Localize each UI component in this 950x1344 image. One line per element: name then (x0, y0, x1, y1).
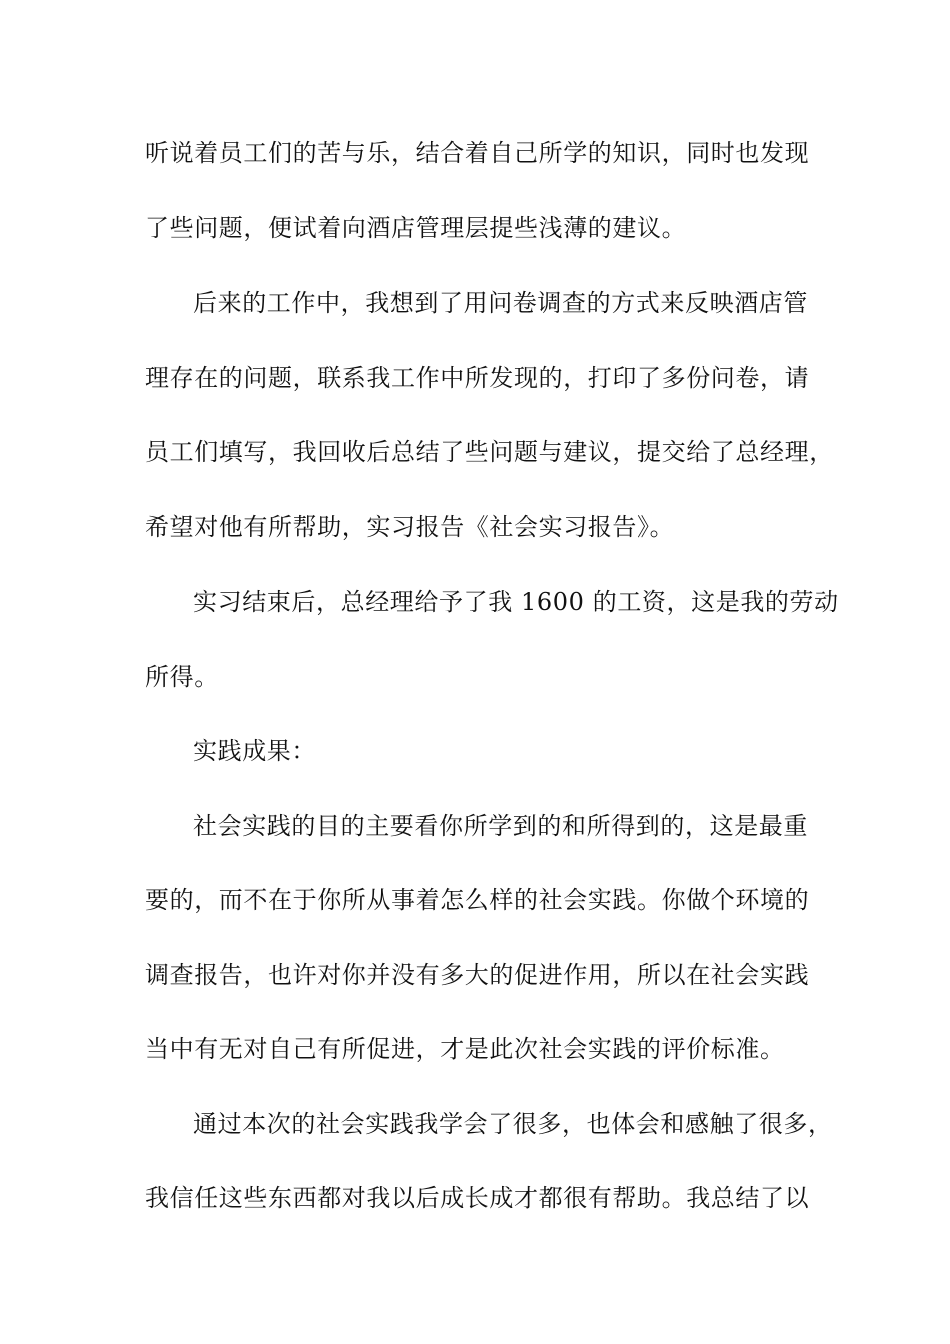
paragraph-start: 社会实践的目的主要看你所学到的和所得到的，这是最重 (193, 812, 808, 840)
text-line: 所得。 (145, 663, 219, 691)
text-line: 希望对他有所帮助，实习报告《社会实习报告》。 (145, 513, 675, 541)
text-line: 听说着员工们的苦与乐，结合着自己所学的知识，同时也发现 (145, 139, 810, 167)
paragraph-start: 实习结束后，总经理给予了我 1600 的工资，这是我的劳动 (193, 588, 839, 616)
text-line: 员工们填写，我回收后总结了些问题与建议，提交给了总经理， (145, 438, 834, 466)
section-heading: 实践成果： (193, 737, 316, 765)
text-line: 了些问题，便试着向酒店管理层提些浅薄的建议。 (145, 214, 687, 242)
text-line: 当中有无对自己有所促进，才是此次社会实践的评价标准。 (145, 1035, 785, 1063)
text-line: 我信任这些东西都对我以后成长成才都很有帮助。我总结了以 (145, 1184, 810, 1212)
paragraph-start: 通过本次的社会实践我学会了很多，也体会和感触了很多， (193, 1110, 833, 1138)
text-line: 要的，而不在于你所从事着怎么样的社会实践。你做个环境的 (145, 886, 810, 914)
text-line: 理存在的问题，联系我工作中所发现的，打印了多份问卷，请 (145, 364, 810, 392)
paragraph-start: 后来的工作中，我想到了用问卷调查的方式来反映酒店管 (193, 289, 808, 317)
text-line: 调查报告，也许对你并没有多大的促进作用，所以在社会实践 (145, 961, 810, 989)
